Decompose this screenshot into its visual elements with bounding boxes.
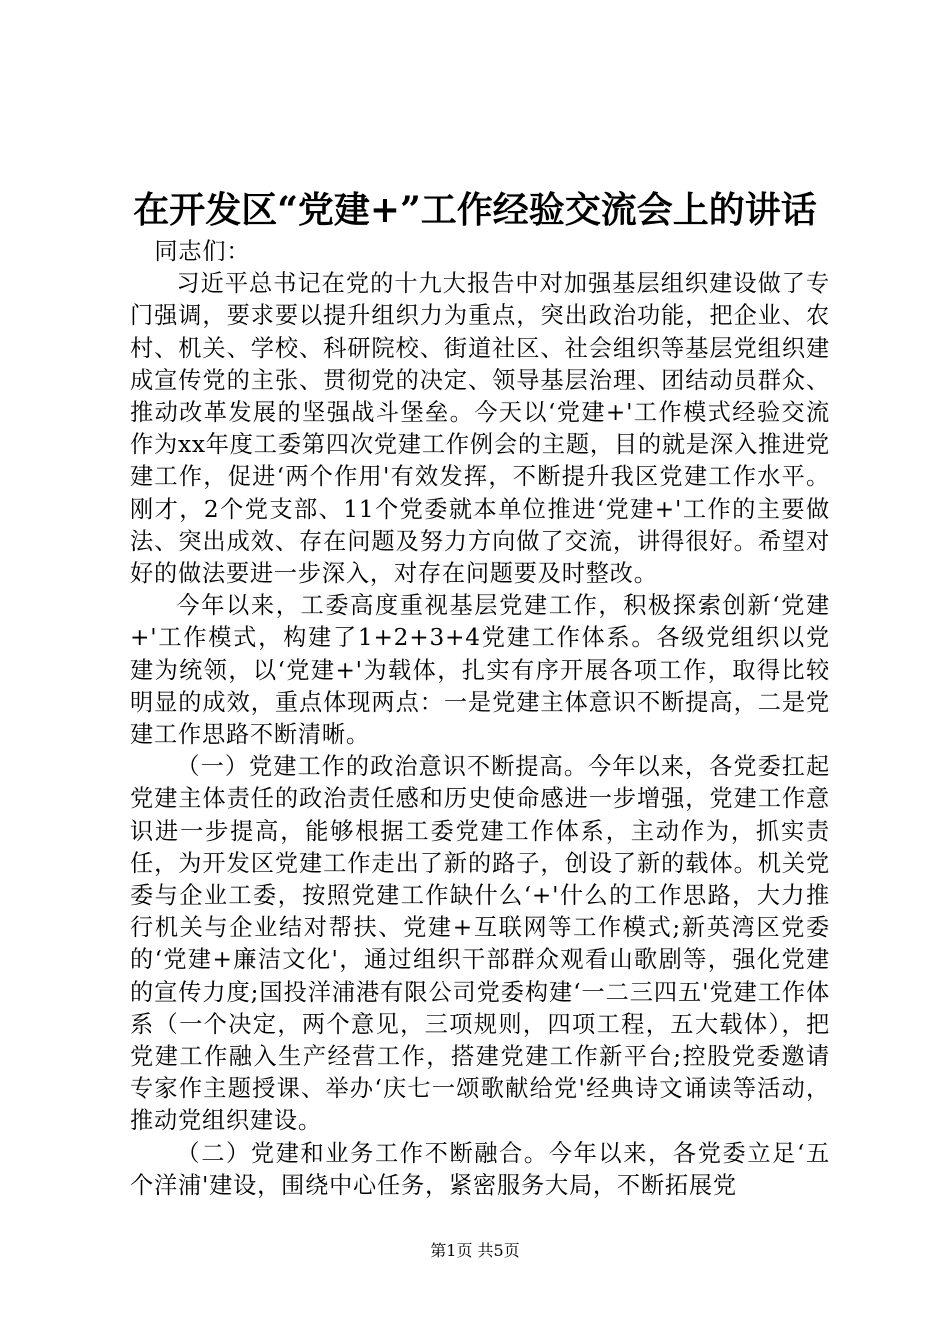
page-number-footer: 第1页 共5页 (430, 1241, 520, 1260)
paragraph: 今年以来，工委高度重视基层党建工作，积极探索创新‘党建+'工作模式，构建了1+2+3+4党建工作体系。各级党组织以党建为统领，以‘党建+'为载体，扎实有序开展各项工作，取得比较明显的成效，重点体现两点：一是党建主体意识不断提高，二是党建工作思路不断清晰。 (130, 592, 830, 749)
paragraph: 习近平总书记在党的十九大报告中对加强基层组织建设做了专门强调，要求要以提升组织力为重点，突出政治功能，把企业、农村、机关、学校、科研院校、街道社区、社会组织等基层党组织建成宣传党的主张、贯彻党的决定、领导基层治理、团结动员群众、推动改革发展的坚强战斗堡垒。今天以‘党建+'工作模式经验交流作为xx年度工委第四次党建工作例会的主题，目的就是深入推进党建工作，促进‘两个作用'有效发挥，不断提升我区党建工作水平。刚才，2个党支部、11个党委就本单位推进‘党建+'工作的主要做法、突出成效、存在问题及努力方向做了交流，讲得很好。希望对好的做法要进一步深入，对存在问题要及时整改。 (130, 270, 830, 588)
document-body (130, 236, 830, 1202)
document-title: 在开发区“党建+”工作经验交流会上的讲话 (133, 189, 817, 231)
paragraph: （一）党建工作的政治意识不断提高。今年以来，各党委扛起党建主体责任的政治责任感和历史使命感进一步增强，党建工作意识进一步提高，能够根据工委党建工作体系，主动作为，抓实责任，为开发区党建工作走出了新的路子，创设了新的载体。机关党委与企业工委，按照党建工作缺什么‘+'什么的工作思路，大力推行机关与企业结对帮扶、党建+互联网等工作模式;新英湾区党委的‘党建+廉洁文化'，通过组织干部群众观看山歌剧等，强化党建的宣传力度;国投洋浦港有限公司党委构建‘一二三四五'党建工作体系（一个决定，两个意见，三项规则，四项工程，五大载体），把党建工作融入生产经营工作，搭建党建工作新平台;控股党委邀请专家作主题授课、举办‘庆七一颂歌献给党'经典诗文诵读等活动，推动党组织建设。 (130, 753, 831, 1135)
salutation: 同志们： (154, 238, 251, 265)
paragraph: （二）党建和业务工作不断融合。今年以来，各党委立足‘五个洋浦'建设，围绕中心任务，紧密服务大局，不断拓展党 (130, 1139, 830, 1199)
